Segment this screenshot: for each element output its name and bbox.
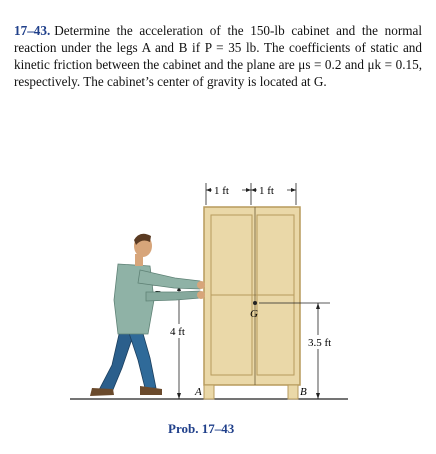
- problem-number: 17–43.: [14, 23, 51, 38]
- leg-b-label: B: [300, 386, 307, 398]
- dim-arrow: [206, 188, 211, 192]
- leg-a: [204, 385, 214, 399]
- leg-b: [288, 385, 298, 399]
- figure-caption: Prob. 17–43: [168, 421, 235, 436]
- cg-marker: [253, 301, 257, 305]
- person-pushing: [90, 234, 205, 396]
- leg-a-label: A: [195, 386, 202, 398]
- dim-label-right: 1 ft: [259, 185, 274, 197]
- dim-arrow: [177, 393, 181, 399]
- height-g-label: 3.5 ft: [308, 337, 332, 349]
- dim-arrow: [316, 393, 320, 399]
- dim-arrow: [291, 188, 296, 192]
- dim-arrow: [316, 303, 320, 309]
- problem-text: Determine the acceleration of the 150-lb cabinet and the normal reaction under the legs A and B if P = 35 lb. The coefficients of static and kinetic friction between the cabinet and the plane are μs = 0.2 and μk = 0.15, respectively. The cabinet’s center of gravity is located at G.: [14, 23, 422, 89]
- dim-arrow: [251, 188, 256, 192]
- dim-label-left: 1 ft: [214, 185, 229, 197]
- dim-arrow: [246, 188, 251, 192]
- cg-label: G: [250, 308, 258, 320]
- height-p-label: 4 ft: [170, 326, 185, 338]
